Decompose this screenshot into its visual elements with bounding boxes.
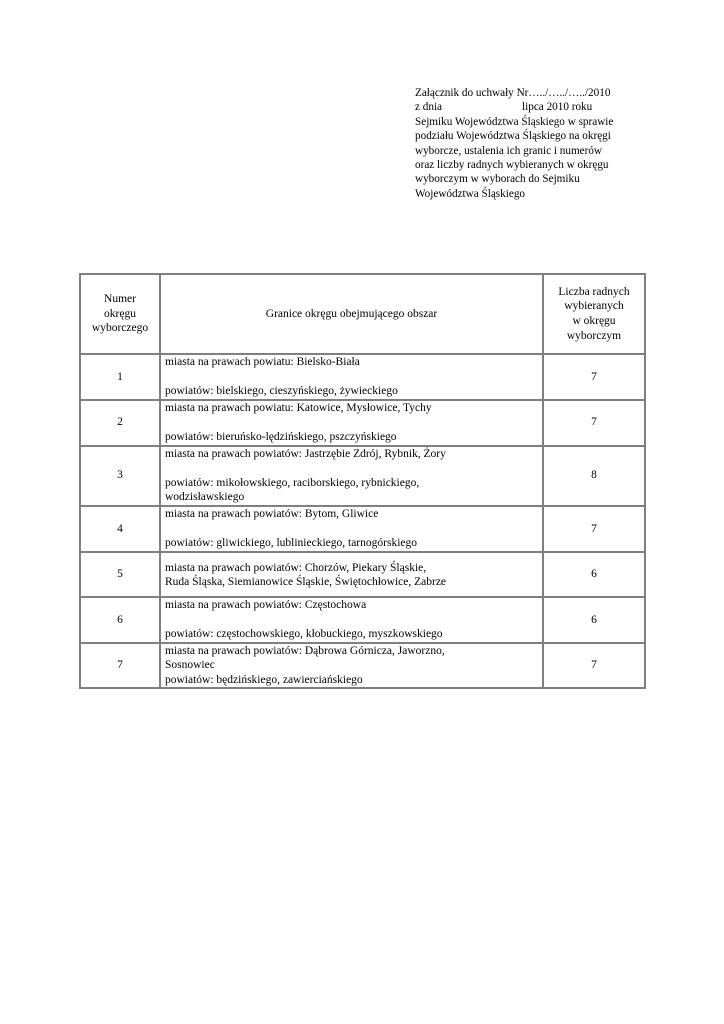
district-area bbox=[160, 400, 543, 446]
table-row bbox=[80, 446, 645, 506]
table-row bbox=[80, 552, 645, 597]
note-line: Załącznik do uchwały Nr…../…../…../2010 bbox=[415, 87, 611, 99]
district-number: 6 bbox=[80, 597, 160, 643]
district-number: 4 bbox=[80, 506, 160, 552]
district-number: 1 bbox=[80, 354, 160, 400]
table-row bbox=[80, 354, 645, 400]
header-text: okręgu bbox=[104, 307, 136, 320]
district-area bbox=[160, 643, 543, 689]
counties-text: powiatów: będzińskiego, zawierciańskiego bbox=[165, 673, 363, 686]
header-district-number bbox=[80, 274, 160, 354]
councillor-count: 6 bbox=[543, 597, 645, 643]
cities-text: Ruda Śląska, Siemianowice Śląskie, Świętochłowice, Zabrze bbox=[165, 576, 447, 589]
district-number: 7 bbox=[80, 643, 160, 689]
district-area bbox=[160, 446, 543, 506]
note-line: oraz liczby radnych wybieranych w okręgu bbox=[415, 159, 609, 172]
attachment-note bbox=[415, 86, 655, 201]
counties-text: wodzisławskiego bbox=[165, 491, 245, 504]
district-area bbox=[160, 597, 543, 643]
table-header-row bbox=[80, 274, 645, 354]
cities-text: miasta na prawach powiatów: Bytom, Gliwice bbox=[165, 507, 379, 520]
electoral-districts-table bbox=[79, 273, 646, 689]
cities-text: miasta na prawach powiatu: Katowice, Mysłowice, Tychy bbox=[165, 401, 432, 414]
header-text: Numer bbox=[104, 293, 136, 306]
header-text: w okręgu bbox=[572, 315, 616, 327]
counties-text: powiatów: częstochowskiego, kłobuckiego, myszkowskiego bbox=[165, 628, 443, 641]
header-district-area: Granice okręgu obejmującego obszar bbox=[160, 274, 543, 354]
district-area bbox=[160, 506, 543, 552]
counties-text: powiatów: gliwickiego, lublinieckiego, tarnogórskiego bbox=[165, 537, 417, 550]
district-number: 3 bbox=[80, 446, 160, 506]
header-text: wyborczego bbox=[91, 322, 149, 335]
district-area bbox=[160, 354, 543, 400]
district-area bbox=[160, 552, 543, 597]
table-row bbox=[80, 643, 645, 689]
table-row bbox=[80, 506, 645, 552]
cities-text: miasta na prawach powiatów: Jastrzębie Zdrój, Rybnik, Żory bbox=[165, 447, 446, 460]
header-text: wybieranych bbox=[564, 300, 624, 313]
cities-text: miasta na prawach powiatów: Chorzów, Piekary Śląskie, bbox=[165, 561, 427, 574]
table-row bbox=[80, 400, 645, 446]
councillor-count: 6 bbox=[543, 552, 645, 597]
cities-text: miasta na prawach powiatów: Częstochowa bbox=[165, 598, 367, 611]
table-row bbox=[80, 597, 645, 643]
counties-text: powiatów: bieruńsko-lędzińskiego, pszczyńskiego bbox=[165, 430, 397, 443]
note-line: podziału Województwa Śląskiego na okręgi bbox=[415, 130, 611, 143]
header-text: wyborczym bbox=[566, 329, 622, 342]
note-line-date bbox=[415, 100, 655, 114]
cities-text: miasta na prawach powiatów: Dąbrowa Górnicza, Jaworzno, bbox=[165, 644, 445, 657]
date-value: lipca 2010 roku bbox=[522, 101, 593, 114]
note-line: Województwa Śląskiego bbox=[415, 187, 526, 200]
councillor-count: 7 bbox=[543, 506, 645, 552]
counties-text: powiatów: bielskiego, cieszyńskiego, żywieckiego bbox=[165, 385, 398, 398]
councillor-count: 7 bbox=[543, 354, 645, 400]
note-line: Sejmiku Województwa Śląskiego w sprawie bbox=[415, 115, 614, 128]
date-prefix: z dnia bbox=[415, 101, 443, 114]
note-line: wyborcze, ustalenia ich granic i numerów bbox=[415, 144, 603, 157]
councillor-count: 8 bbox=[543, 446, 645, 506]
cities-text: miasta na prawach powiatu: Bielsko-Biała bbox=[165, 356, 360, 368]
header-text: Liczba radnych bbox=[558, 285, 630, 298]
district-number: 2 bbox=[80, 400, 160, 446]
cities-text: Sosnowiec bbox=[165, 659, 215, 672]
councillor-count: 7 bbox=[543, 643, 645, 689]
counties-text: powiatów: mikołowskiego, raciborskiego, rybnickiego, bbox=[165, 476, 420, 489]
note-line: wyborczym w wyborach do Sejmiku bbox=[415, 173, 580, 186]
councillor-count: 7 bbox=[543, 400, 645, 446]
district-number: 5 bbox=[80, 552, 160, 597]
header-councillor-count bbox=[543, 274, 645, 354]
